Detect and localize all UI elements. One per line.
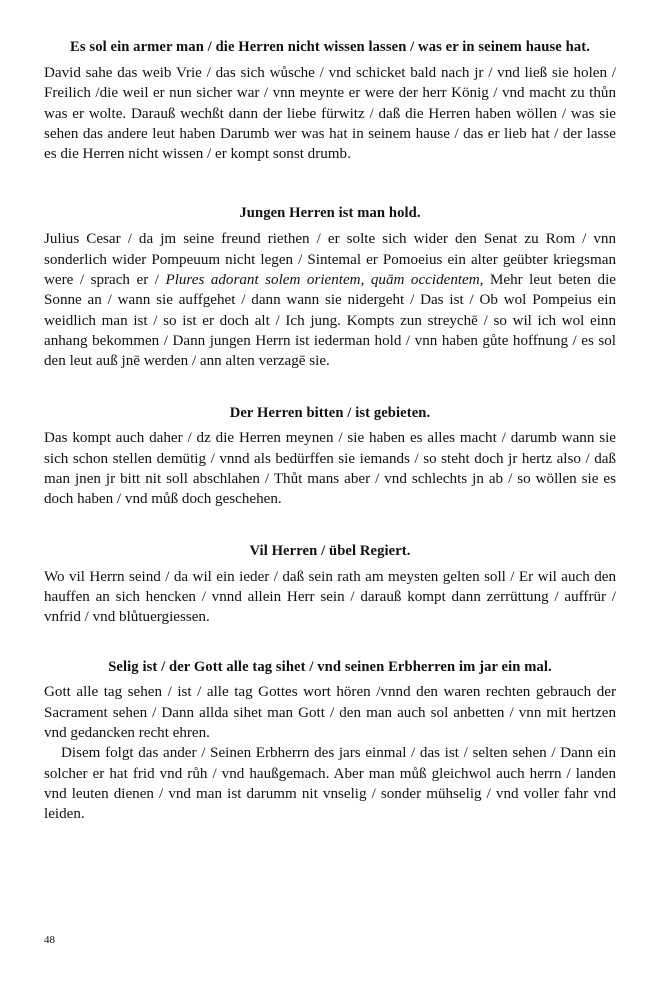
section-heading: Selig ist / der Gott alle tag sihet / vnd seinen Erbherren im jar ein mal. xyxy=(108,658,552,675)
section-paragraph xyxy=(44,229,616,371)
section-heading: Jungen Herren ist man hold. xyxy=(239,205,421,222)
section-spacer xyxy=(44,164,616,204)
section-spacer xyxy=(44,628,616,658)
paragraph-trail-text: Mehr leut beten die Sonne an / wann sie auffgehet / dann wann sie nidergeht / Das ist / Ob wol Pompeius ein weidlich man ist / so ist er doch alt / Ich jung. Kompts zun streychē / so wil ich wol einn anhang bekommen / Dann jungen Herrn ist iederman hold / vnn haben gůte hoffnung / es sol den leut auß jnē werden / ann alten verzagē sie. xyxy=(44,272,616,370)
section-spacer xyxy=(44,510,616,542)
section-paragraph: Das kompt auch daher / dz die Herren meynen / sie haben es alles macht / darumb wann sie sich schon stellen demütig / vnnd als bedürffen sie iemands / so steht doch jr hertz also / daß man jnen jr bitt nit soll abschlahen / Thůt mans aber / vnd schlechts jn ab / so wöllen sie es doch haben / vnd můß doch geschehen. xyxy=(44,430,616,508)
section-paragraph: Gott alle tag sehen / ist / alle tag Gottes wort hören /vnnd den waren rechten gebrauch der Sacrament sehen / Dann allda sihet man Gott / den man auch sol anbetten / vnn mit hertzen vnd gedancken recht ehren. xyxy=(44,684,616,742)
section-heading: Der Herren bitten / ist gebieten. xyxy=(229,404,431,421)
section-herren-bitten xyxy=(44,404,616,510)
section-heading: Es sol ein armer man / die Herren nicht wissen lassen / was er in seinem hause hat. xyxy=(70,39,590,55)
latin-quotation: Plures adorant solem orientem, quām occidentem, xyxy=(165,272,484,289)
section-selig-ist xyxy=(44,658,616,825)
section-heading: Vil Herren / übel Regiert. xyxy=(249,542,411,559)
paragraph-lead-text: Julius Cesar / da jm seine freund riethen / er solte sich wider den Senat zu Rom / vnn sonderlich wider Pompeuum nicht legen / Sintemal er Pomoeius ein alter geübter kriegsman were / sprach er / xyxy=(44,231,616,289)
section-spacer xyxy=(44,372,616,404)
page-number: 48 xyxy=(44,934,55,946)
section-vil-herren xyxy=(44,542,616,628)
paragraph-text: Disem folgt das ander / Seinen Erbherrn des jars einmal / das ist / selten sehen / Dann ein solcher er hat frid vnd růh / vnd haußgemach. Aber man můß gleichwol auch herrn / landen vnd leuten dienen / vnd man ist darumm nit vnselig / sonder mühselig / vnd voller fahr vnd leiden. xyxy=(44,745,616,823)
section-paragraph xyxy=(44,743,616,824)
section-jungen-herren xyxy=(44,204,616,371)
section-armer-man xyxy=(44,38,616,164)
section-paragraph: David sahe das weib Vrie / das sich wůsche / vnd schicket bald nach jr / vnd ließ sie holen / Freilich /die weil er nun sicher war / vnn meynte er were der herr König / vnd macht zu thůn was er wolte. Darauß wechßt dann der liebe fürwitz / daß die Herren haben wöllen / was sie sehen das andere leut haben Darumb wer was hat in seinem hause / das er lieb hat / der lasse es die Herren nicht wissen / er kompt sonst drumb. xyxy=(44,64,616,163)
section-paragraph: Wo vil Herrn seind / da wil ein ieder / daß sein rath am meysten gelten soll / Er wil auch den hauffen an sich hencken / vnnd allein Herr sein / darauß kompt dann zerrüttung / auffrür / vnfrid / vnd blůtuergiessen. xyxy=(44,568,616,626)
